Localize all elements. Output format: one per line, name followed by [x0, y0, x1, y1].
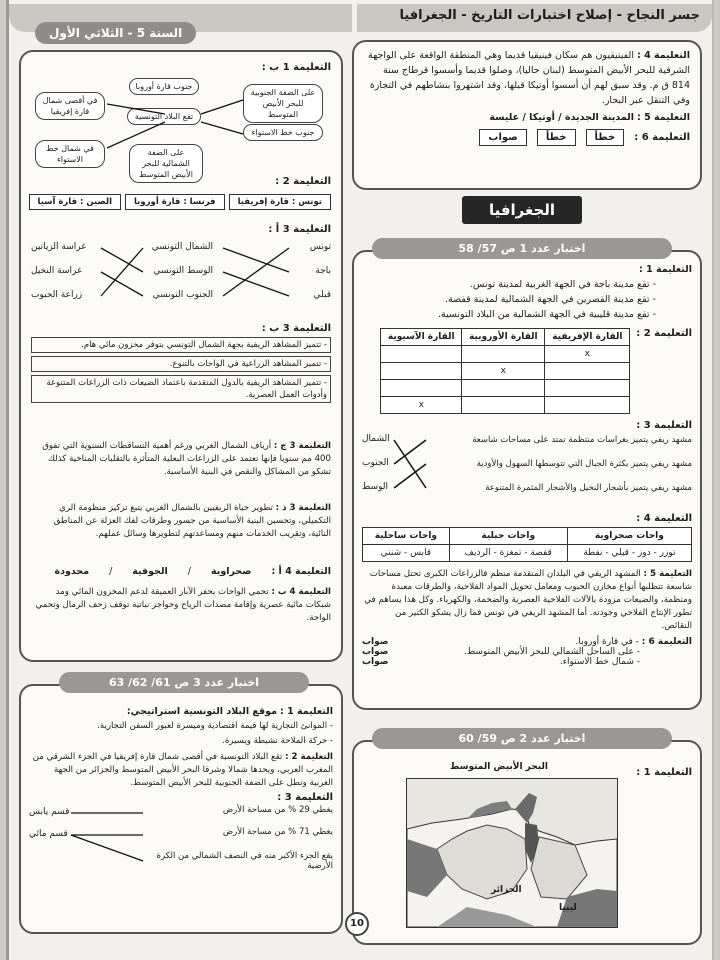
left-q3d: التعليمة 3 د : تطوير حياة الريفيين بالشمال الغربي يتبع تركيز منظومة الري التكميلي، وتحسين البنية الأساسية من جسور وطرقات لفك العزلة عن المناطق النائية، وتقريب الخدمات منهم ومساعدتهم لتطويرها وسائل عملهم. — [53, 503, 331, 539]
left-q3a-label: التعليمة 3 أ : — [268, 224, 331, 235]
concept-arrows — [105, 82, 245, 162]
statement: - على الساحل الشمالي للبحر الأبيض المتوسط. — [464, 647, 640, 657]
option-chip: الصين : قارة آسيا — [29, 194, 121, 210]
statement-box: - تتميز المشاهد الريفية بجهة الشمال التونسي بتوفر مخزون مائي هام. — [31, 337, 331, 353]
continents-table — [380, 328, 630, 414]
answer: صواب — [362, 637, 389, 647]
exam1-q5: التعليمة 5 : المشهد الريفي في البلدان المتقدمة منظم فالزراعات الكبرى تحتل مساحات شاسعة تتطلبها أنواع مخازن الحبوب ومعامل تحويل المواد الفلاحية، والطرقات معبدة ومنظمة، والضيعات مزودة بالآلات الفلاحية العصرية والضخمة، والكهرباء. وكل هذا يساهم في تطور الإنتاج الفلاحي وجودته. أما المشهد الريفي في تونس فما زال يشكو الكثير من النقائص. — [364, 569, 692, 631]
concept-node: في شمال خط الاستواء — [35, 140, 105, 168]
exam3-box — [19, 684, 343, 934]
exam1-q1: التعليمة 1 : — [639, 264, 692, 275]
exam3-header-pill: اختبار عدد 3 ص 61/ 62/ 63 — [59, 672, 309, 693]
concept-node: على الضفة الشمالية للبحر الأبيض المتوسط — [129, 144, 203, 183]
exam3-q3-matching — [29, 803, 333, 887]
exam1-q6 — [362, 637, 692, 667]
earth-part-label: قسم يابس — [29, 807, 70, 817]
table-cell — [545, 380, 630, 397]
table-cell — [381, 380, 462, 397]
map-label-algeria: الجزائر — [491, 885, 522, 895]
exam1-q2 — [362, 328, 692, 414]
exam1-q3-label: التعليمة 3 : — [636, 420, 692, 431]
page-title: جسر النجاح - إصلاح اختبارات التاريخ - الجغرافيا — [399, 8, 700, 23]
answer-word: محدودة — [54, 566, 90, 577]
answer: صواب — [362, 657, 389, 667]
statement: - شمال خط الاستواء. — [559, 657, 640, 667]
north-africa-map — [406, 778, 618, 928]
crop-label: غراسة الزياتين — [31, 242, 86, 252]
exam1-q6-label: التعليمة 6 : — [641, 637, 692, 647]
left-answers-box — [19, 50, 343, 662]
answer-chip: صواب — [479, 129, 526, 146]
left-q3b-label: التعليمة 3 ب : — [261, 323, 331, 334]
answer-chip: خطأ — [586, 129, 625, 146]
match-statement: يقع الجزء الأكبر منه في النصف الشمالي من الكرة الأرضية — [156, 851, 333, 871]
exam1-q2-label: التعليمة 2 : — [636, 328, 692, 339]
table-header: القارة الإفريقية — [545, 329, 630, 346]
worksheet-page — [6, 0, 714, 960]
map-drawing — [407, 779, 617, 927]
left-q4a-label: التعليمة 4 أ : — [271, 566, 331, 577]
city-label: قبلي — [313, 290, 331, 300]
exam3-q1-line: - الموانئ التجارية لها قيمة اقتصادية وميسرة لعبور السفن التجارية. — [97, 721, 333, 731]
table-cell — [545, 397, 630, 414]
q3a-match-lines — [31, 238, 331, 308]
exam2-q1-label: التعليمة 1 : — [636, 767, 692, 778]
left-q3b — [31, 316, 331, 403]
table-cell — [462, 397, 545, 414]
left-q4b: التعليمة 4 ب : تحمي الواحات بحفر الآبار العميقة لدعم المخزون المائي ومد شبكات مائية عصرية وإقامة مصدات الرياح وحواجز نباتية توقف زحف الرمال وتحمي الواحة. — [35, 587, 331, 623]
table-header: القارة الآسيوية — [381, 329, 462, 346]
q3-match-lines — [69, 803, 149, 873]
geography-heading: الجغرافيا — [462, 196, 582, 224]
region-label: الوسط التونسي — [153, 266, 213, 276]
region-label: الشمال — [362, 434, 390, 444]
concept-node: جنوب خط الاستواء — [243, 124, 323, 141]
statement: - في قارة أوروبا. — [575, 637, 639, 647]
answer-word: صحراوية — [211, 566, 252, 577]
table-cell: x — [545, 346, 630, 363]
exam1-q4-label: التعليمة 4 : — [636, 513, 692, 524]
exam3-q3-label: التعليمة 3 : — [277, 792, 333, 803]
table-cell: قفصة - تمغزة - الرديف — [449, 545, 567, 562]
region-label: الجنوب التونسي — [152, 290, 213, 300]
match-statement: مشهد ريفي يتميز بأشجار النخيل والأشجار المثمرة المتنوعة — [485, 483, 692, 493]
exam3-q1: التعليمة 1 : موقع البلاد التونسية استراتيجي: — [126, 706, 333, 717]
crop-label: غراسة النخيل — [31, 266, 82, 276]
exam1-header-pill: اختبار عدد 1 ص 57/ 58 — [372, 238, 672, 259]
exam3-q2: التعليمة 2 : تقع البلاد التونسية في أقصى شمال قارة إفريقيا في الجزء الشرقي من المغرب العربي، ويحدها شمالا وشرقا البحر الأبيض المتوسط والجزائر من الجهة الغربية وتطل على الضفة الجنوبية للبحر الأبيض المتوسط. — [32, 752, 333, 788]
year-badge: السنة 5 - الثلاثي الأول — [35, 22, 196, 44]
table-cell — [381, 346, 462, 363]
table-header: واحات جبلية — [449, 528, 567, 545]
option-chip: تونس : قارة إفريقيا — [229, 194, 331, 210]
exam3-q1-line: - حركة الملاحة نشيطة ويسيرة. — [222, 736, 333, 746]
exam1-box — [352, 250, 702, 710]
left-q2-label: التعليمة 2 : — [275, 176, 331, 187]
concept-node: على الضفة الجنوبية للبحر الأبيض المتوسط — [243, 84, 323, 123]
table-cell: قابس - شنني — [363, 545, 450, 562]
exam1-q1-line: - تقع مدينة باجة في الجهة الغربية لمدينة تونس. — [469, 279, 656, 290]
region-label: الشمال التونسي — [151, 242, 213, 252]
left-q4a: التعليمة 4 أ : صحراوية / الجوفية / محدودة — [54, 566, 331, 577]
left-q2-options — [29, 194, 332, 210]
earth-part-label: قسم مائي — [29, 829, 68, 839]
match-statement: يغطي 29 % من مساحة الأرض — [222, 805, 333, 815]
left-q3c: التعليمة 3 ج : أرياف الشمال الغربي ورغم أهمية التساقطات السنوية التي تفوق 400 مم سنويا فإنها تعتمد على الزراعات البعلية المتأثرة بالتقلبات المناخية كذلك تشكو من المشاكل والنقص في البنية الأساسية. — [42, 441, 331, 477]
region-label: الوسط — [362, 482, 388, 492]
match-statement: يغطي 71 % من مساحة الأرض — [222, 827, 333, 837]
history-q5: التعليمة 5 : المدينة الجديدة / أوتيكا / عليسة — [489, 112, 690, 123]
exam1-q1-line: - تقع مدينة القصرين في الجهة الشمالية لمدينة قفصة. — [445, 294, 656, 305]
match-statement: مشهد ريفي يتميز بكثرة الجبال التي تتوسطها السهول والأودية — [476, 459, 692, 469]
history-q4: التعليمة 4 : الفينيقيون هم سكان فينيقيا قديما وهي المنطقة الواقعة على الواجهة الشرقية للبحر الأبيض المتوسط (لبنان حاليا)، وصلوا قديما وأسسوا قرطاج سنة 814 ق م. وقد سبق لهم أن أسسوا أوتيكا قبلها، وقد اشتهروا بنشاطهم في التجارة وفي التنقل عبر البحار. — [368, 50, 690, 106]
concept-node-center: تقع البلاد التونسية — [127, 108, 201, 125]
city-label: تونس — [309, 242, 331, 252]
history-answers-box — [352, 40, 702, 190]
map-label-libya: ليبيا — [559, 903, 577, 913]
table-header: القارة الأوروبية — [462, 329, 545, 346]
exam2-header-pill: اختبار عدد 2 ص 59/ 60 — [372, 728, 672, 749]
table-cell: توزر - دوز - قبلي - نفطة — [567, 545, 691, 562]
history-q6: التعليمة 6 : خطأ خطأ صواب — [364, 129, 690, 146]
table-cell — [381, 363, 462, 380]
table-header: واحات ساحلية — [363, 528, 450, 545]
statement-box: - تتميز المشاهد الزراعية في الواحات بالتنوع. — [31, 356, 331, 372]
exam2-box — [352, 740, 702, 945]
city-label: باجة — [315, 266, 331, 276]
crop-label: زراعة الحبوب — [31, 290, 83, 300]
match-statement: مشهد ريفي يتميز بغراسات منتظمة تمتد على مساحات شاسعة — [472, 435, 692, 445]
match-lines — [390, 436, 430, 492]
exam1-q1-line: - تقع مدينة قليبية في الجهة الشمالية من البلاد التونسية. — [437, 309, 656, 320]
answer-chip: خطأ — [537, 129, 576, 146]
option-chip: فرنسا : قارة أوروبا — [125, 194, 225, 210]
answer: صواب — [362, 647, 389, 657]
answer-word: الجوفية — [132, 566, 168, 577]
table-cell — [462, 380, 545, 397]
left-q3a-matching — [31, 238, 331, 308]
region-label: الجنوب — [362, 458, 389, 468]
table-cell: x — [381, 397, 462, 414]
map-label-sea: البحر الأبيض المتوسط — [450, 762, 548, 772]
page-number: 10 — [345, 912, 369, 936]
exam1-q3 — [362, 420, 692, 500]
table-cell: x — [462, 363, 545, 380]
table-cell — [462, 346, 545, 363]
oases-table — [362, 527, 692, 562]
statement-box: - تتميز المشاهد الريفية بالدول المتقدمة باعتماد الضيعات ذات الزراعات المتنوعة وأدوات العمل العصرية. — [31, 375, 331, 403]
left-q1b-label: التعليمة 1 ب : — [261, 62, 331, 73]
concept-node: في أقصى شمال قارة إفريقيا — [35, 92, 105, 120]
table-cell — [545, 363, 630, 380]
concept-node: جنوب قارة أوروبا — [129, 78, 199, 95]
table-header: واحات صحراوية — [567, 528, 691, 545]
exam1-q4 — [362, 506, 692, 562]
